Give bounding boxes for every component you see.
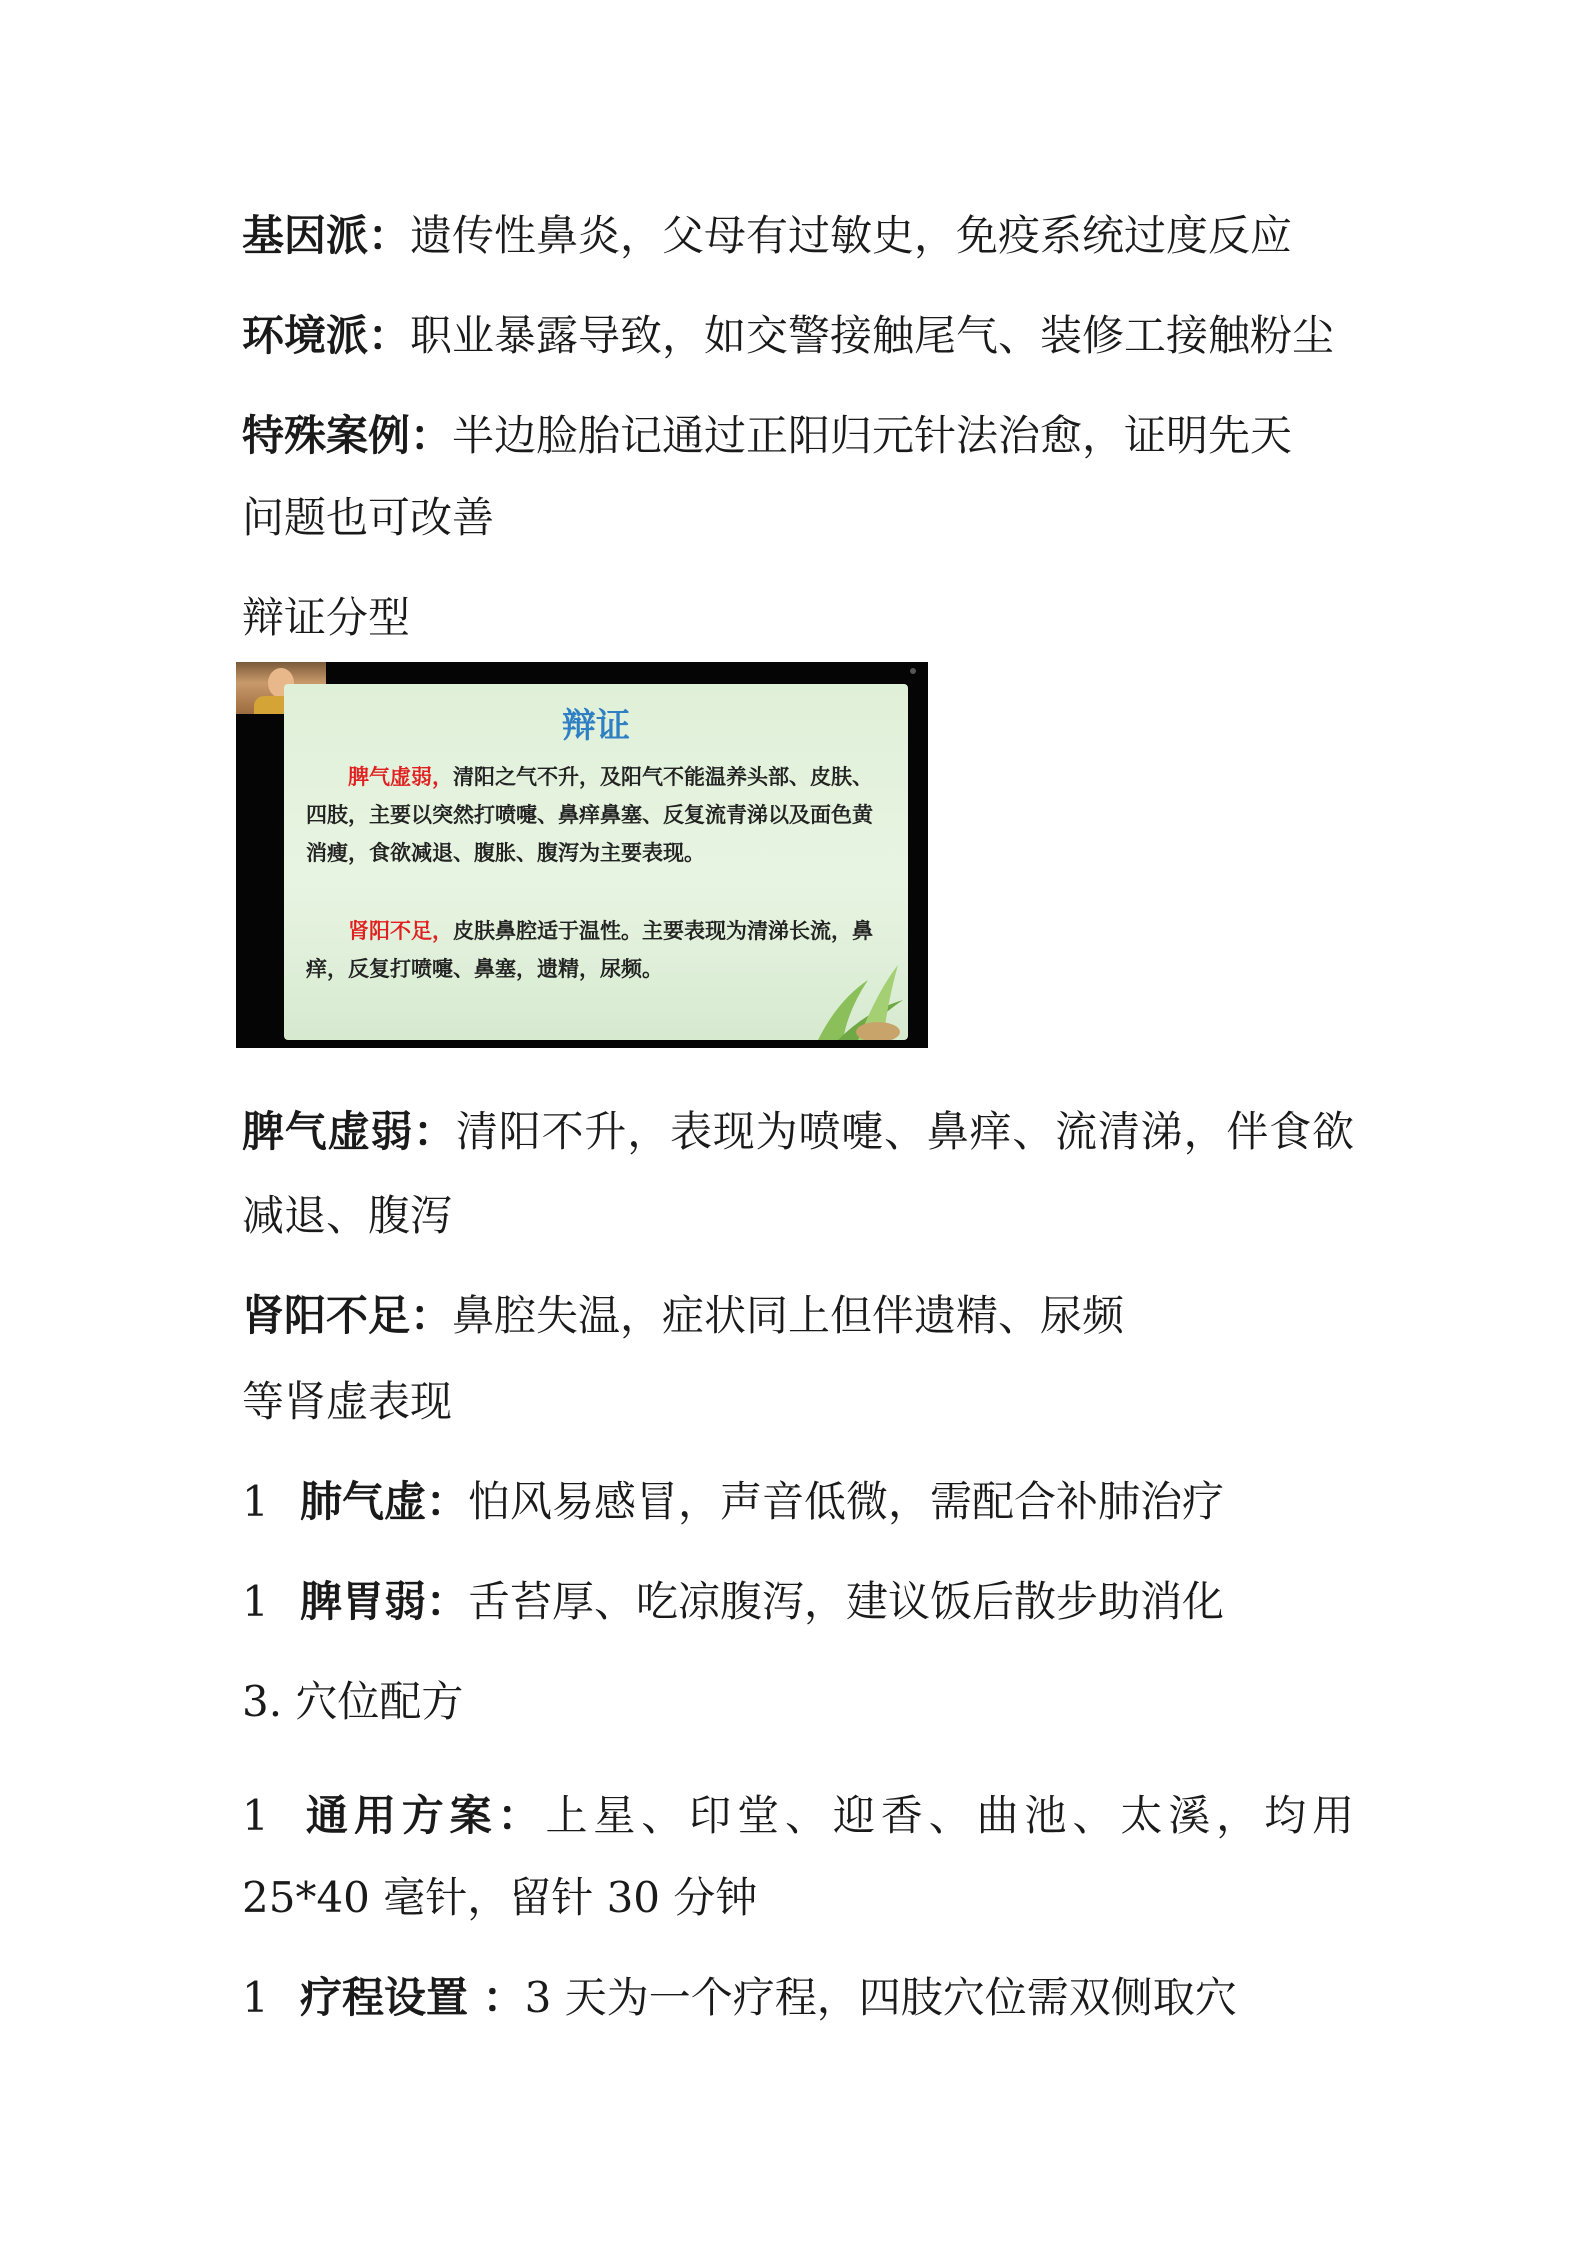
lecture-slide-image (236, 662, 928, 1048)
case-paragraph (242, 408, 1292, 464)
course-text: 3 天为一个疗程，四肢穴位需双侧取穴 (524, 1973, 1237, 2022)
spleen-label: 脾气虚弱： (242, 1107, 456, 1156)
lung-text: 怕风易感冒，声音低微，需配合补肺治疗 (468, 1477, 1225, 1526)
general-text: 上星、印堂、迎香、曲池、太溪，均用 (545, 1791, 1354, 1840)
env-paragraph (242, 308, 1334, 364)
section-heading-acupoints: 3. 穴位配方 (242, 1677, 464, 1726)
list-item-stomach (242, 1574, 1224, 1630)
list-item-general-cont: 25*40 毫针，留针 30 分钟 (242, 1873, 758, 1922)
case-text: 半边脸胎记通过正阳归元针法治愈，证明先天 (452, 411, 1293, 460)
gene-paragraph (242, 208, 1292, 264)
kidney-paragraph (242, 1288, 1124, 1344)
kidney-paragraph-cont: 等肾虚表现 (242, 1377, 453, 1426)
gene-label: 基因派： (242, 211, 411, 260)
slide-paragraph-spleen (306, 758, 886, 872)
case-label: 特殊案例： (242, 411, 453, 460)
course-label: 疗程设置 ： (300, 1973, 525, 2022)
stomach-label: 脾胃弱： (300, 1577, 469, 1626)
list-item-course (242, 1970, 1237, 2026)
slide-indicator-dot (910, 668, 916, 674)
slide-title: 辩证 (562, 706, 630, 746)
spleen-text: 清阳不升，表现为喷嚏、鼻痒、流清涕，伴食欲 (456, 1107, 1354, 1156)
gene-text: 遗传性鼻炎，父母有过敏史，免疫系统过度反应 (410, 211, 1293, 260)
slide-label-kidney: 肾阳不足， (348, 919, 453, 943)
spleen-paragraph (242, 1104, 1354, 1160)
slide-text-spleen: 清阳之气不升，及阳气不能温养头部、皮肤、四肢，主要以突然打喷嚏、鼻痒鼻塞、反复流青涕以及面色黄消瘦，食欲减退、腹胀、腹泻为主要表现。 (306, 765, 873, 865)
env-text: 职业暴露导致，如交警接触尾气、装修工接触粉尘 (410, 311, 1335, 360)
spleen-paragraph-cont: 减退、腹泻 (242, 1191, 453, 1240)
list-marker: 1 (242, 1973, 269, 2022)
case-paragraph-cont: 问题也可改善 (242, 493, 495, 542)
slide-text-kidney: 皮肤鼻腔适于温性。主要表现为清涕长流，鼻痒，反复打喷嚏、鼻塞，遗精，尿频。 (306, 919, 873, 981)
section-heading-syndrome: 辩证分型 (242, 593, 411, 642)
list-marker: 1 (242, 1477, 269, 1526)
slide-board (284, 684, 908, 1040)
lung-label: 肺气虚： (300, 1477, 469, 1526)
list-item-general (242, 1788, 1354, 1844)
slide-label-spleen: 脾气虚弱， (348, 765, 453, 789)
list-marker: 1 (242, 1791, 269, 1840)
kidney-text: 鼻腔失温，症状同上但伴遗精、尿频 (452, 1291, 1125, 1340)
slide-decoration-grass (798, 960, 908, 1040)
stomach-text: 舌苔厚、吃凉腹泻，建议饭后散步助消化 (468, 1577, 1225, 1626)
kidney-label: 肾阳不足： (242, 1291, 453, 1340)
env-label: 环境派： (242, 311, 411, 360)
list-item-lung (242, 1474, 1224, 1530)
general-label: 通用方案： (300, 1791, 546, 1840)
list-marker: 1 (242, 1577, 269, 1626)
